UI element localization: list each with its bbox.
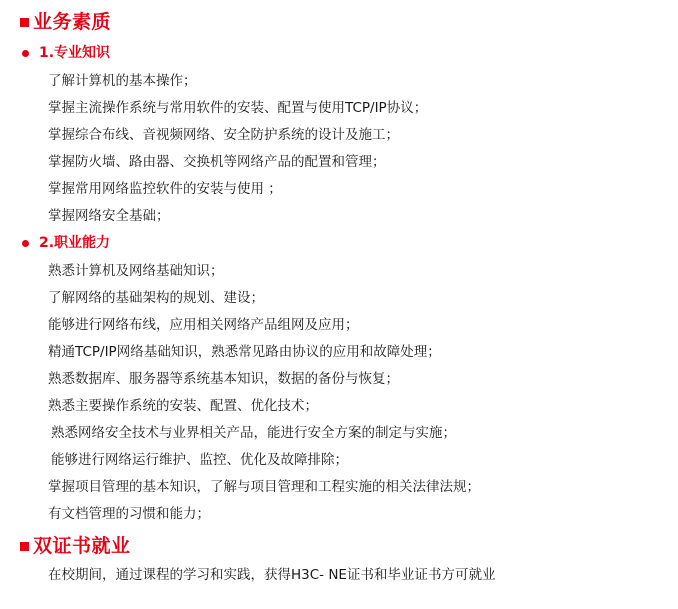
list-item: 掌握主流操作系统与常用软件的安装、配置与使用TCP/IP协议； bbox=[48, 100, 428, 116]
list-item: 有文档管理的习惯和能力； bbox=[48, 506, 210, 522]
section-heading-text: 双证书就业 bbox=[33, 535, 131, 557]
list-item: 了解计算机的基本操作； bbox=[48, 73, 197, 89]
list-item: 熟悉数据库、服务器等系统基本知识，数据的备份与恢复； bbox=[48, 371, 399, 387]
circle-bullet-icon bbox=[22, 240, 29, 247]
circle-bullet-icon bbox=[22, 50, 29, 57]
list-item: 熟悉网络安全技术与业界相关产品，能进行安全方案的制定与实施； bbox=[51, 425, 456, 441]
square-bullet-icon bbox=[20, 18, 29, 27]
section-heading-business-quality bbox=[20, 10, 111, 34]
subheading-professional-ability bbox=[22, 234, 110, 252]
list-item: 精通TCP/IP网络基础知识，熟悉常见路由协议的应用和故障处理； bbox=[48, 344, 441, 360]
subheading-text: 2.职业能力 bbox=[39, 235, 111, 251]
list-item: 掌握防火墙、路由器、交换机等网络产品的配置和管理； bbox=[48, 154, 386, 170]
list-item: 掌握常用网络监控软件的安装与使用 ； bbox=[48, 181, 282, 197]
list-item: 了解网络的基础架构的规划、建设； bbox=[48, 290, 264, 306]
list-item: 能够进行网络布线，应用相关网络产品组网及应用； bbox=[48, 317, 359, 333]
section-heading-dual-certificate bbox=[20, 534, 131, 558]
square-bullet-icon bbox=[20, 542, 29, 551]
list-item: 掌握网络安全基础； bbox=[48, 208, 170, 224]
subheading-professional-knowledge bbox=[22, 44, 110, 62]
paragraph-text: 在校期间，通过课程的学习和实践，获得H3C- NE证书和毕业证书方可就业 bbox=[48, 567, 496, 583]
list-item: 熟悉计算机及网络基础知识； bbox=[48, 263, 224, 279]
list-item: 能够进行网络运行维护、监控、优化及故障排除； bbox=[51, 452, 348, 468]
section-heading-text: 业务素质 bbox=[33, 11, 112, 33]
list-item: 掌握项目管理的基本知识，了解与项目管理和工程实施的相关法律法规； bbox=[48, 479, 480, 495]
list-item: 熟悉主要操作系统的安装、配置、优化技术； bbox=[48, 398, 318, 414]
subheading-text: 1.专业知识 bbox=[39, 45, 111, 61]
list-item: 掌握综合布线、音视频网络、安全防护系统的设计及施工； bbox=[48, 127, 399, 143]
